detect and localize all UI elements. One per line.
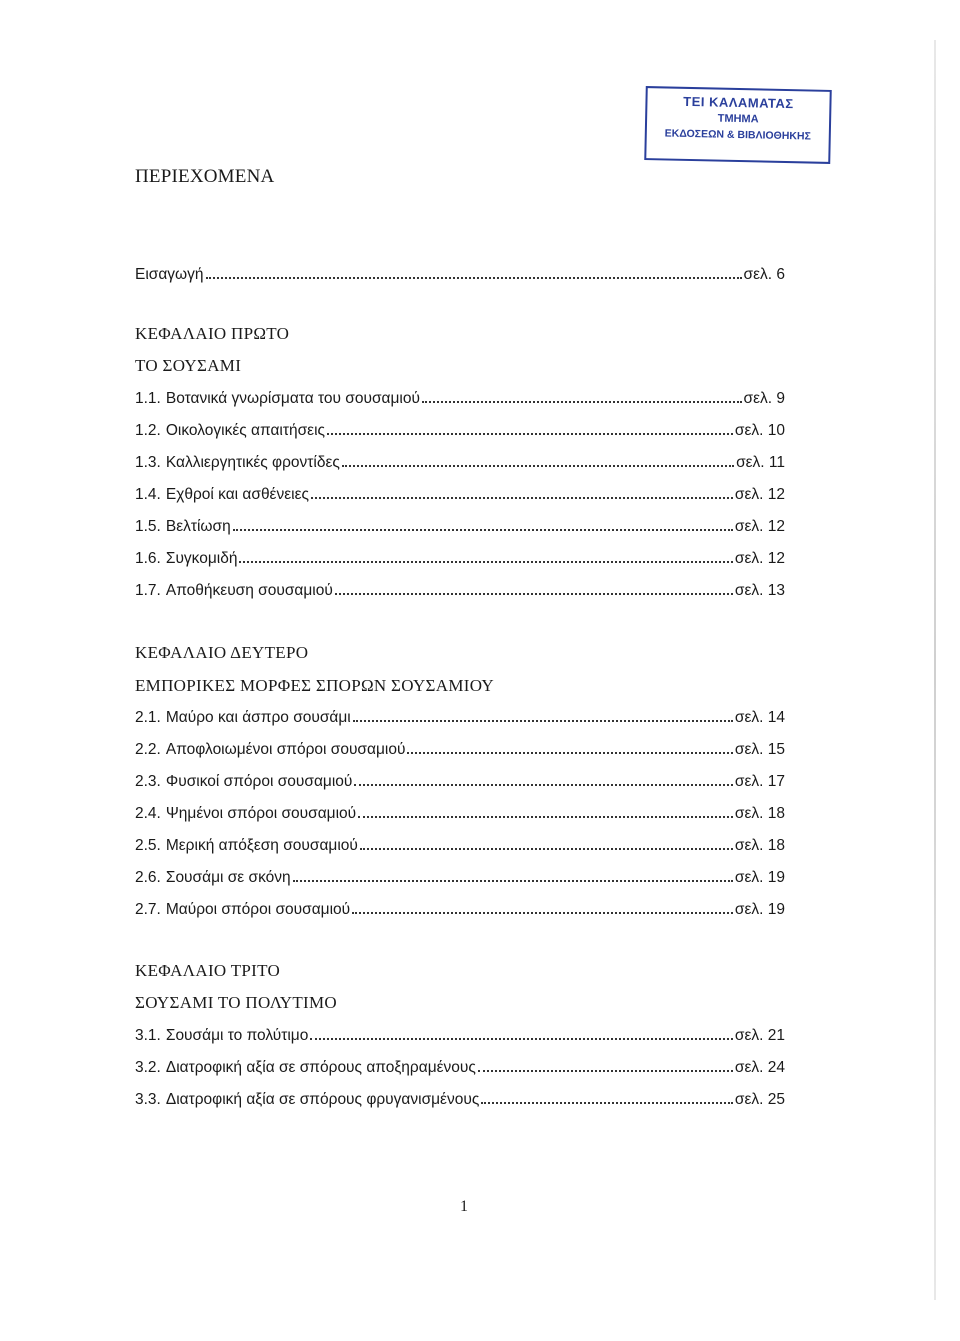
toc-entry-title: Αποφλοιωμένοι σπόροι σουσαμιού: [165, 741, 406, 758]
toc-leader-dots: [478, 1070, 733, 1072]
toc-entry-number: 2.5.: [135, 837, 161, 854]
toc-entry-title: Συγκομιδή: [165, 550, 238, 567]
toc-entry-title: Διατροφική αξία σε σπόρους αποξηραμένους: [165, 1059, 476, 1076]
toc-entry-title: Μαύρο και άσπρο σουσάμι: [165, 709, 351, 726]
toc-entry[interactable]: [135, 833, 785, 855]
toc-entry-page: σελ. 9: [743, 390, 785, 407]
toc-leader-dots: [353, 720, 733, 722]
chapter-2-subheading: ΕΜΠΟΡΙΚΕΣ ΜΟΡΦΕΣ ΣΠΟΡΩΝ ΣΟΥΣΑΜΙΟΥ: [135, 676, 494, 695]
toc-entry-page: σελ. 13: [734, 582, 785, 599]
toc-leader-dots: [239, 561, 732, 563]
toc-entry[interactable]: [135, 482, 785, 504]
toc-entry-intro[interactable]: [135, 262, 785, 284]
toc-entry-page: σελ. 17: [734, 773, 785, 790]
toc-leader-dots: [310, 1038, 733, 1040]
toc-leader-dots: [335, 593, 733, 595]
toc-entry-title: Φυσικοί σπόροι σουσαμιού: [165, 773, 353, 790]
toc-entry-number: 1.7.: [135, 582, 161, 599]
toc-entry-page: σελ. 14: [734, 709, 785, 726]
toc-entry-page: σελ. 18: [734, 837, 785, 854]
toc-entry-number: 1.4.: [135, 486, 161, 503]
toc-entry-number: 2.3.: [135, 773, 161, 790]
toc-leader-dots: [422, 401, 742, 403]
toc-entry-title: Βοτανικά γνωρίσματα του σουσαμιού: [165, 390, 420, 407]
page-title: ΠΕΡΙΕΧΟΜΕΝΑ: [135, 166, 275, 187]
toc-entry-number: 1.2.: [135, 422, 161, 439]
toc-leader-dots: [342, 465, 734, 467]
toc-entry-title: Ψημένοι σπόροι σουσαμιού: [165, 805, 357, 822]
toc-entry-number: 2.2.: [135, 741, 161, 758]
toc-entry[interactable]: [135, 865, 785, 887]
toc-entry-title: Σουσάμι το πολύτιμο: [165, 1027, 309, 1044]
stamp-line-3: ΕΚΔΟΣΕΩΝ & ΒΙΒΛΙΟΘΗΚΗΣ: [664, 127, 811, 143]
toc-entry-page: σελ. 21: [734, 1027, 785, 1044]
chapter-1-subheading: ΤΟ ΣΟΥΣΑΜΙ: [135, 356, 242, 375]
toc-leader-dots: [352, 912, 733, 914]
toc-entry-number: 1.1.: [135, 390, 161, 407]
toc-entry-title: Διατροφική αξία σε σπόρους φρυγανισμένους: [165, 1091, 480, 1108]
toc-entry-page: σελ. 24: [734, 1059, 785, 1076]
toc-leader-dots: [358, 816, 733, 818]
toc-entry[interactable]: [135, 801, 785, 823]
toc-entry-title: Μαύροι σπόροι σουσαμιού: [165, 901, 351, 918]
toc-entry[interactable]: [135, 897, 785, 919]
stamp-line-1: ΤΕΙ ΚΑΛΑΜΑΤΑΣ: [683, 93, 794, 112]
toc-entry[interactable]: [135, 546, 785, 568]
chapter-3-subheading: ΣΟΥΣΑΜΙ ΤΟ ΠΟΛΥΤΙΜΟ: [135, 993, 337, 1012]
toc-entry-number: 3.2.: [135, 1059, 161, 1076]
toc-entry-number: 2.4.: [135, 805, 161, 822]
toc-entry-number: 1.5.: [135, 518, 161, 535]
toc-leader-dots: [354, 784, 733, 786]
chapter-2-heading: ΚΕΦΑΛΑΙΟ ΔΕΥΤΕΡΟ: [135, 643, 309, 662]
toc-entry-title: Βελτίωση: [165, 518, 231, 535]
toc-entry-number: 3.3.: [135, 1091, 161, 1108]
toc-entry-title: Σουσάμι σε σκόνη: [165, 869, 291, 886]
toc-entry[interactable]: [135, 1023, 785, 1045]
toc-entry[interactable]: [135, 1055, 785, 1077]
toc-entry[interactable]: [135, 386, 785, 408]
toc-entry-page: σελ. 15: [734, 741, 785, 758]
toc-leader-dots: [327, 433, 733, 435]
toc-entry-page: σελ. 19: [734, 901, 785, 918]
toc-entry-number: 2.7.: [135, 901, 161, 918]
toc-entry-number: 2.6.: [135, 869, 161, 886]
toc-entry-page: σελ. 25: [734, 1091, 785, 1108]
toc-entry[interactable]: [135, 450, 785, 472]
toc-leader-dots: [360, 848, 733, 850]
toc-entry[interactable]: [135, 737, 785, 759]
toc-entry-number: 2.1.: [135, 709, 161, 726]
toc-leader-dots: [206, 277, 742, 279]
toc-entry[interactable]: [135, 705, 785, 727]
page-number: 1: [460, 1198, 468, 1215]
toc-entry[interactable]: [135, 514, 785, 536]
chapter-3-heading: ΚΕΦΑΛΑΙΟ ΤΡΙΤΟ: [135, 961, 281, 980]
toc-entry[interactable]: [135, 1087, 785, 1109]
toc-entry-title: Μερική απόξεση σουσαμιού: [165, 837, 358, 854]
toc-entry-title: Αποθήκευση σουσαμιού: [165, 582, 333, 599]
toc-entry-title: Εισαγωγή: [135, 266, 204, 283]
toc-leader-dots: [293, 880, 733, 882]
toc-entry-number: 1.6.: [135, 550, 161, 567]
toc-entry-page: σελ. 6: [743, 266, 785, 283]
toc-entry[interactable]: [135, 418, 785, 440]
toc-entry-title: Εχθροί και ασθένειες: [165, 486, 309, 503]
toc-leader-dots: [481, 1102, 733, 1104]
stamp-line-2: ΤΜΗΜΑ: [717, 112, 759, 126]
toc-entry-title: Καλλιεργητικές φροντίδες: [165, 454, 340, 471]
toc-entry-number: 1.3.: [135, 454, 161, 471]
toc-entry-page: σελ. 18: [734, 805, 785, 822]
toc-leader-dots: [233, 529, 733, 531]
toc-entry-page: σελ. 12: [734, 486, 785, 503]
toc-entry-title: Οικολογικές απαιτήσεις: [165, 422, 325, 439]
toc-entry-page: σελ. 19: [734, 869, 785, 886]
chapter-1-heading: ΚΕΦΑΛΑΙΟ ΠΡΩΤΟ: [135, 324, 290, 343]
toc-entry-page: σελ. 12: [734, 550, 785, 567]
toc-entry-page: σελ. 12: [734, 518, 785, 535]
toc-entry-page: σελ. 11: [736, 454, 785, 471]
toc-leader-dots: [311, 497, 733, 499]
toc-entry-page: σελ. 10: [734, 422, 785, 439]
library-stamp: [644, 86, 832, 164]
toc-entry[interactable]: [135, 769, 785, 791]
page-edge-shadow: [934, 40, 936, 1300]
toc-entry-number: 3.1.: [135, 1027, 161, 1044]
toc-leader-dots: [407, 752, 732, 754]
toc-entry[interactable]: [135, 578, 785, 600]
